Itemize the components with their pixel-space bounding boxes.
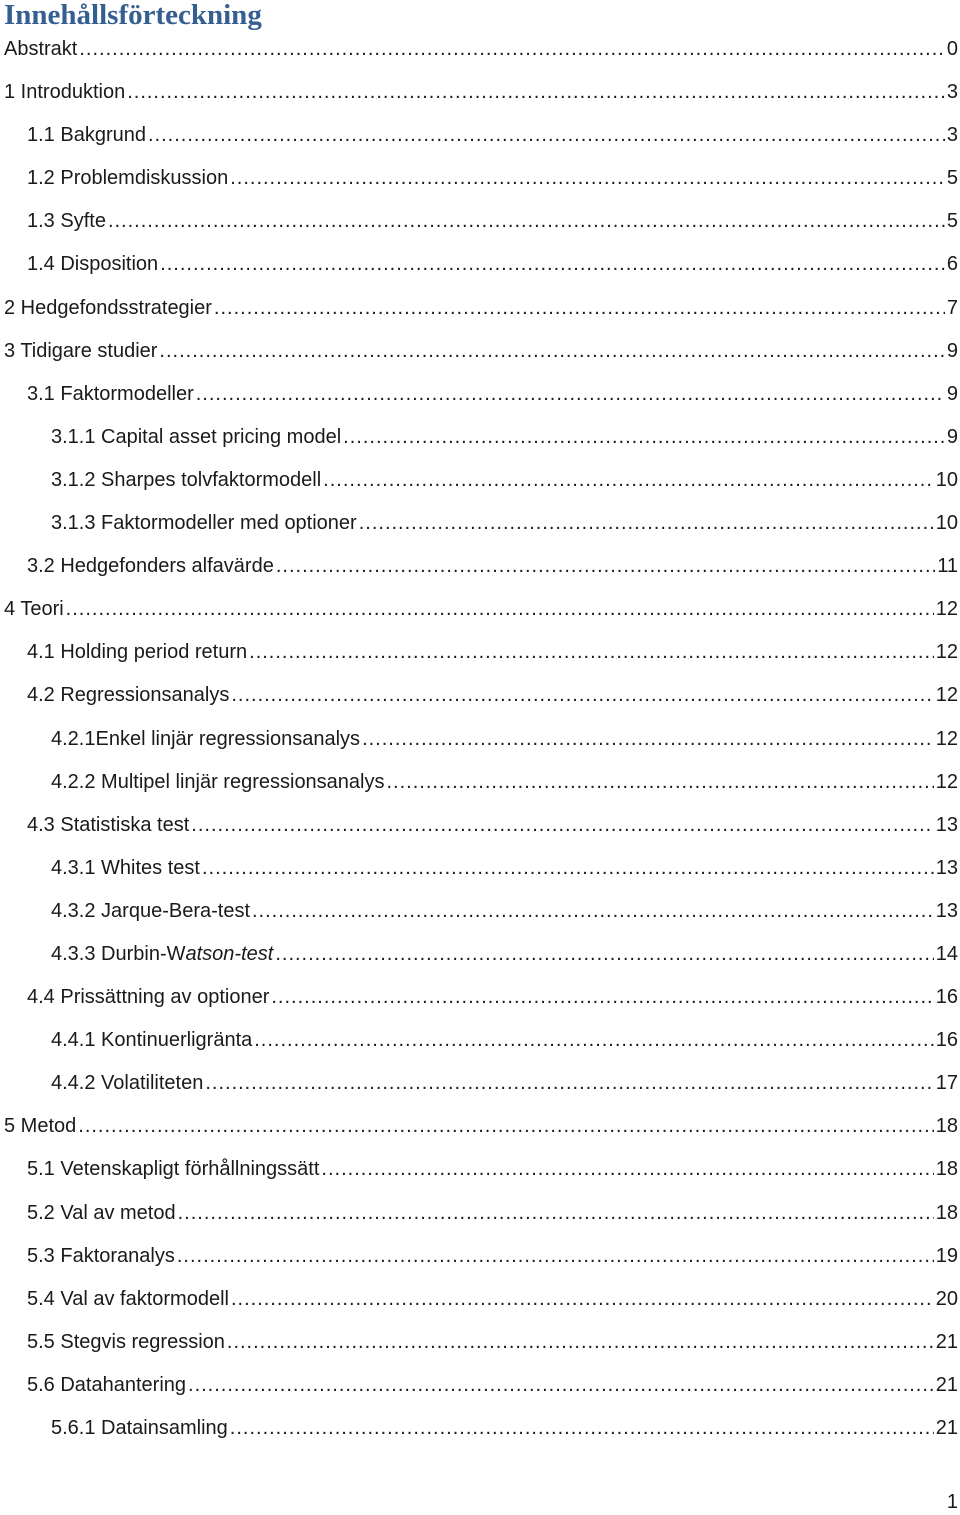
dot-leader [230, 157, 945, 200]
dot-leader [231, 674, 933, 717]
toc-entry-5-4[interactable] [0, 1278, 960, 1321]
toc-entry-page: 18 [935, 1201, 958, 1224]
toc-entry-page: 16 [935, 986, 958, 1009]
dot-leader [127, 71, 945, 114]
toc-entry-4[interactable] [0, 588, 960, 631]
toc-entry-4-4-1[interactable] [0, 1019, 960, 1062]
toc-entry-label: 2 Hedgefondsstrategier [4, 296, 212, 319]
toc-entry-label: 4.3.1 Whites test [51, 856, 200, 879]
toc-entry-page: 19 [935, 1244, 958, 1267]
dot-leader [148, 114, 945, 157]
toc-entry-label: 4.1 Holding period return [27, 641, 248, 664]
dot-leader [387, 761, 934, 804]
toc-entry-page: 11 [937, 555, 958, 578]
toc-entry-label: 3.1.2 Sharpes tolvfaktormodell [51, 468, 322, 491]
toc-entry-1-1[interactable] [0, 114, 960, 157]
toc-entry-4-2[interactable] [0, 674, 960, 717]
toc-entry-page: 18 [935, 1158, 958, 1181]
toc-entry-4-1[interactable] [0, 631, 960, 674]
toc-entry-label: 5 Metod [4, 1115, 77, 1138]
toc-entry-4-4-2[interactable] [0, 1062, 960, 1105]
toc-entry-label: 5.6.1 Datainsamling [51, 1417, 228, 1439]
toc-entry-page: 9 [946, 382, 958, 405]
toc-entry-4-2-2[interactable] [0, 761, 960, 804]
dot-leader [188, 1364, 934, 1407]
toc-entry-label [51, 933, 273, 976]
toc-entry-5-1[interactable] [0, 1148, 960, 1191]
toc-entry-3-1-2[interactable] [0, 459, 960, 502]
toc-entry-3-2[interactable] [0, 545, 960, 588]
toc-entry-label: 5.4 Val av faktormodell [27, 1287, 229, 1310]
toc-entry-label: Abstrakt [4, 38, 78, 60]
dot-leader [230, 1407, 934, 1450]
toc-entry-page: 17 [935, 1072, 958, 1095]
dot-leader [78, 1105, 933, 1148]
toc-entry-label: 3.1 Faktormodeller [27, 382, 194, 405]
toc-entry-page: 3 [946, 124, 958, 147]
toc-entry-page: 16 [935, 1029, 958, 1052]
toc-entry-page: 12 [935, 598, 958, 621]
dot-leader [191, 804, 933, 847]
toc-entry-page: 13 [935, 856, 958, 879]
toc-entry-page: 20 [935, 1287, 958, 1310]
dot-leader [227, 1321, 934, 1364]
toc-entry-5-3[interactable] [0, 1235, 960, 1278]
toc-entry-4-3[interactable] [0, 804, 960, 847]
toc-entry-page: 5 [946, 210, 958, 233]
toc-entry-page: 14 [935, 942, 958, 965]
dot-leader [202, 847, 934, 890]
toc-entry-page: 9 [946, 425, 958, 448]
dot-leader [271, 976, 933, 1019]
toc-entry-4-3-2[interactable] [0, 890, 960, 933]
toc-entry-label: 1.4 Disposition [27, 253, 159, 276]
dot-leader [254, 1019, 934, 1062]
toc-entry-3-1-1[interactable] [0, 416, 960, 459]
toc-entry-page: 12 [935, 727, 958, 750]
toc-entry-page: 10 [935, 512, 958, 535]
toc-entry-label: 5.5 Stegvis regression [27, 1330, 225, 1353]
dot-leader [108, 200, 945, 243]
toc-entry-page: 10 [935, 468, 958, 491]
toc-entry-page: 0 [946, 38, 958, 60]
toc-list [0, 28, 960, 1450]
dot-leader [323, 459, 934, 502]
toc-entry-4-4[interactable] [0, 976, 960, 1019]
toc-entry-4-3-1[interactable] [0, 847, 960, 890]
toc-entry-label: 5.2 Val av metod [27, 1201, 176, 1224]
toc-entry-page: 12 [935, 641, 958, 664]
toc-entry-label: 3.1.1 Capital asset pricing model [51, 425, 342, 448]
toc-entry-page: 3 [946, 81, 958, 104]
toc-entry-label: 4 Teori [4, 598, 64, 621]
toc-entry-label: 4.4.1 Kontinuerligränta [51, 1029, 253, 1052]
toc-entry-page: 6 [946, 253, 958, 276]
toc-entry-page: 13 [935, 899, 958, 922]
toc-entry-page: 21 [935, 1373, 958, 1396]
toc-entry-label: 3.2 Hedgefonders alfavärde [27, 555, 274, 578]
toc-entry-page: 12 [935, 684, 958, 707]
toc-entry-label: 1.1 Bakgrund [27, 124, 146, 147]
toc-entry-label-prefix: 4.3.3 Durbin-W [51, 942, 186, 965]
dot-leader [359, 502, 934, 545]
dot-leader [79, 28, 945, 71]
toc-entry-3-1-3[interactable] [0, 502, 960, 545]
dot-leader [177, 1235, 934, 1278]
toc-entry-page: 12 [935, 770, 958, 793]
toc-entry-page: 13 [935, 813, 958, 836]
toc-entry-page: 9 [946, 339, 958, 362]
dot-leader [275, 933, 933, 976]
toc-entry-label: 4.3.2 Jarque-Bera-test [51, 899, 250, 922]
dot-leader [66, 588, 934, 631]
toc-entry-page: 7 [946, 296, 958, 319]
dot-leader [160, 243, 945, 286]
toc-entry-1-4[interactable] [0, 243, 960, 286]
toc-entry-label: 3 Tidigare studier [4, 339, 158, 362]
dot-leader [276, 545, 935, 588]
dot-leader [252, 890, 934, 933]
page-number: 1 [946, 1491, 958, 1513]
toc-entry-label: 4.4.2 Volatiliteten [51, 1072, 204, 1095]
toc-entry-abstrakt[interactable] [0, 28, 960, 71]
toc-entry-label: 4.3 Statistiska test [27, 813, 190, 836]
toc-entry-page: 18 [935, 1115, 958, 1138]
toc-entry-5-2[interactable] [0, 1192, 960, 1235]
toc-entry-label: 1.2 Problemdiskussion [27, 167, 229, 190]
toc-entry-4-3-3[interactable] [0, 933, 960, 976]
dot-leader [362, 718, 934, 761]
toc-entry-5-6[interactable] [0, 1364, 960, 1407]
toc-entry-label: 5.3 Faktoranalys [27, 1244, 175, 1267]
toc-entry-2[interactable] [0, 287, 960, 330]
dot-leader [343, 416, 945, 459]
toc-entry-3-1[interactable] [0, 373, 960, 416]
dot-leader [178, 1192, 934, 1235]
toc-entry-label: 3.1.3 Faktormodeller med optioner [51, 512, 357, 535]
page-title: Innehållsförteckning [4, 0, 262, 31]
toc-entry-page: 21 [935, 1330, 958, 1353]
toc-entry-label: 5.1 Vetenskapligt förhållningssätt [27, 1158, 320, 1181]
dot-leader [159, 330, 944, 373]
dot-leader [231, 1278, 934, 1321]
dot-leader [205, 1062, 933, 1105]
dot-leader [321, 1148, 933, 1191]
toc-entry-4-2-1[interactable] [0, 718, 960, 761]
toc-entry-3[interactable] [0, 330, 960, 373]
toc-entry-label: 5.6 Datahantering [27, 1373, 187, 1396]
toc-entry-label-italic: atson-test [185, 942, 274, 965]
toc-entry-5-6-1[interactable] [0, 1407, 960, 1450]
toc-entry-page: 5 [946, 167, 958, 190]
toc-entry-label: 1.3 Syfte [27, 210, 106, 233]
toc-entry-5[interactable] [0, 1105, 960, 1148]
toc-entry-label: 4.4 Prissättning av optioner [27, 986, 270, 1009]
toc-entry-label: 4.2.1Enkel linjär regressionsanalys [51, 727, 361, 750]
toc-entry-page: 21 [935, 1417, 958, 1439]
toc-entry-label: 4.2 Regressionsanalys [27, 684, 230, 707]
toc-entry-1-3[interactable] [0, 200, 960, 243]
toc-entry-label: 1 Introduktion [4, 81, 126, 104]
toc-entry-label: 4.2.2 Multipel linjär regressionsanalys [51, 770, 385, 793]
dot-leader [196, 373, 945, 416]
toc-entry-5-5[interactable] [0, 1321, 960, 1364]
toc-entry-1[interactable] [0, 71, 960, 114]
dot-leader [249, 631, 934, 674]
dot-leader [214, 287, 945, 330]
toc-entry-1-2[interactable] [0, 157, 960, 200]
